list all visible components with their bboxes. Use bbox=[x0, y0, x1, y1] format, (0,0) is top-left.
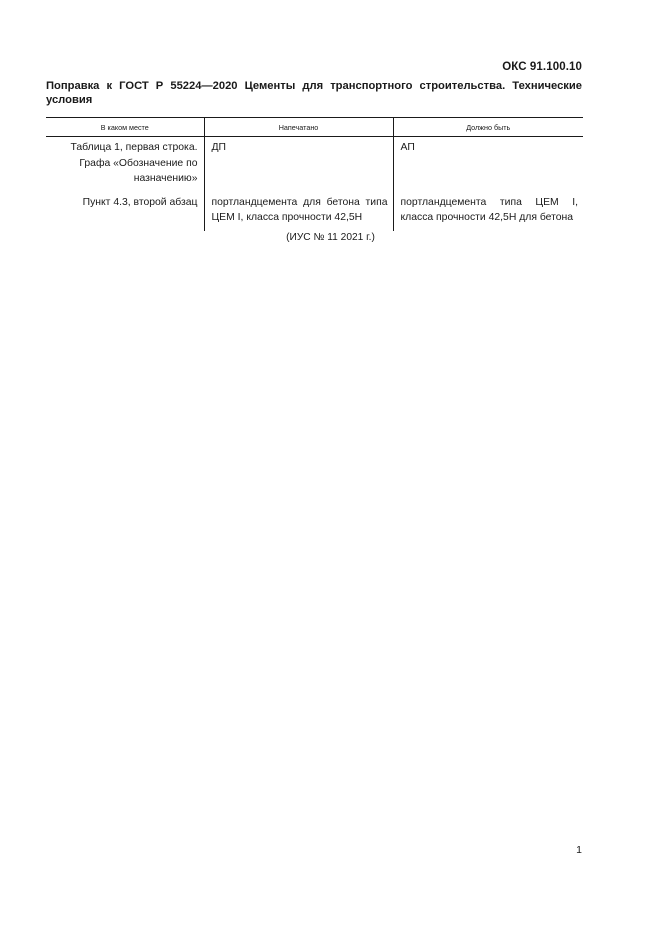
table-header-row bbox=[46, 118, 583, 137]
page-number: 1 bbox=[576, 844, 582, 856]
table-row bbox=[46, 137, 583, 192]
cell-printed: портландцемента для бетона типа ЦЕМ I, класса прочности 42,5Н bbox=[204, 192, 393, 231]
cell-should-be: портландцемента типа ЦЕМ I, класса прочности 42,5Н для бетона bbox=[393, 192, 583, 231]
amendment-table bbox=[46, 117, 583, 231]
source-note: (ИУС № 11 2021 г.) bbox=[286, 232, 375, 243]
oks-code: ОКС 91.100.10 bbox=[502, 61, 582, 73]
column-header-place: В каком месте bbox=[46, 118, 204, 137]
cell-place: Пункт 4.3, второй абзац bbox=[82, 196, 198, 208]
table-row bbox=[46, 192, 583, 231]
column-header-should-be: Должно быть bbox=[393, 118, 583, 137]
cell-printed: ДП bbox=[204, 137, 393, 192]
cell-place: Таблица 1, первая строка. Графа «Обозначение по назначению» bbox=[70, 142, 198, 184]
column-header-printed: Напечатано bbox=[204, 118, 393, 137]
amendment-title: Поправка к ГОСТ Р 55224—2020 Цементы для транспортного строительства. Технические условия bbox=[46, 80, 582, 106]
cell-should-be: АП bbox=[393, 137, 583, 192]
